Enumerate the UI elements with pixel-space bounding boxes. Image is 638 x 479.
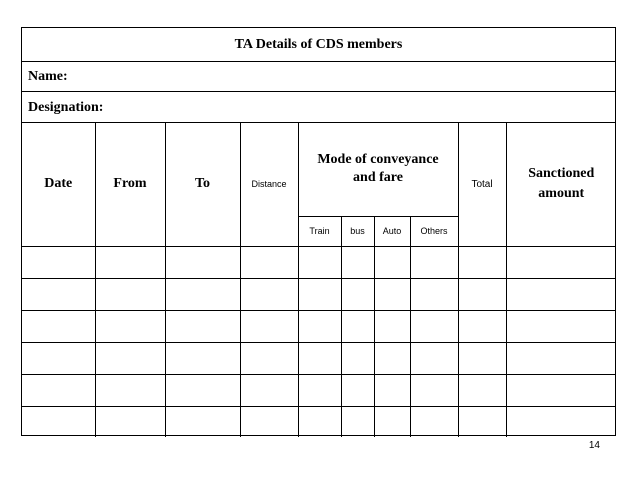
- cell-distance: [240, 406, 298, 437]
- cell-from: [95, 406, 165, 437]
- cell-train: [298, 342, 341, 374]
- cell-date: [22, 406, 95, 437]
- cell-bus: [341, 406, 374, 437]
- header-mode-of-conveyance: [298, 123, 458, 216]
- table-body: [22, 246, 616, 437]
- cell-distance: [240, 310, 298, 342]
- header-from: From: [95, 123, 165, 246]
- cell-auto: [374, 374, 410, 406]
- form-title: TA Details of CDS members: [22, 28, 615, 62]
- cell-auto: [374, 278, 410, 310]
- cell-bus: [341, 278, 374, 310]
- cell-others: [410, 342, 458, 374]
- cell-total: [458, 342, 506, 374]
- subheader-others: Others: [410, 216, 458, 246]
- cell-auto: [374, 246, 410, 278]
- cell-to: [165, 374, 240, 406]
- cell-date: [22, 310, 95, 342]
- cell-train: [298, 310, 341, 342]
- cell-to: [165, 342, 240, 374]
- cell-from: [95, 246, 165, 278]
- name-label: Name:: [22, 62, 615, 92]
- cell-others: [410, 374, 458, 406]
- cell-others: [410, 246, 458, 278]
- table-row: [22, 246, 616, 278]
- ta-details-table: [22, 123, 616, 437]
- cell-from: [95, 278, 165, 310]
- header-date: Date: [22, 123, 95, 246]
- header-distance: Distance: [240, 123, 298, 246]
- cell-total: [458, 310, 506, 342]
- cell-from: [95, 342, 165, 374]
- header-to: To: [165, 123, 240, 246]
- cell-date: [22, 278, 95, 310]
- cell-to: [165, 246, 240, 278]
- table-row: [22, 310, 616, 342]
- page-number: 14: [588, 440, 600, 451]
- cell-train: [298, 246, 341, 278]
- cell-auto: [374, 342, 410, 374]
- cell-train: [298, 278, 341, 310]
- header-total: Total: [458, 123, 506, 246]
- cell-distance: [240, 246, 298, 278]
- cell-sanctioned: [506, 278, 616, 310]
- table-row: [22, 278, 616, 310]
- cell-date: [22, 374, 95, 406]
- header-sanctioned-amount: [506, 123, 616, 246]
- cell-to: [165, 278, 240, 310]
- cell-bus: [341, 342, 374, 374]
- ta-form-sheet: [21, 27, 616, 436]
- cell-others: [410, 310, 458, 342]
- table-row: [22, 374, 616, 406]
- cell-total: [458, 374, 506, 406]
- cell-date: [22, 342, 95, 374]
- cell-sanctioned: [506, 374, 616, 406]
- cell-train: [298, 374, 341, 406]
- cell-date: [22, 246, 95, 278]
- cell-auto: [374, 406, 410, 437]
- cell-others: [410, 278, 458, 310]
- subheader-train: Train: [298, 216, 341, 246]
- subheader-auto: Auto: [374, 216, 410, 246]
- cell-total: [458, 278, 506, 310]
- cell-from: [95, 374, 165, 406]
- cell-distance: [240, 278, 298, 310]
- cell-bus: [341, 246, 374, 278]
- sanctioned-line-1: Sanctioned: [528, 166, 595, 182]
- cell-sanctioned: [506, 342, 616, 374]
- designation-label: Designation:: [22, 92, 615, 123]
- cell-total: [458, 246, 506, 278]
- cell-sanctioned: [506, 246, 616, 278]
- cell-sanctioned: [506, 406, 616, 437]
- cell-bus: [341, 310, 374, 342]
- cell-distance: [240, 374, 298, 406]
- cell-total: [458, 406, 506, 437]
- cell-to: [165, 310, 240, 342]
- cell-sanctioned: [506, 310, 616, 342]
- mode-line-2: and fare: [353, 170, 403, 186]
- mode-line-1: Mode of conveyance: [317, 152, 439, 168]
- subheader-bus: bus: [341, 216, 374, 246]
- cell-auto: [374, 310, 410, 342]
- table-row: [22, 406, 616, 437]
- sanctioned-line-2: amount: [538, 186, 585, 202]
- cell-others: [410, 406, 458, 437]
- cell-from: [95, 310, 165, 342]
- cell-train: [298, 406, 341, 437]
- cell-bus: [341, 374, 374, 406]
- cell-distance: [240, 342, 298, 374]
- cell-to: [165, 406, 240, 437]
- table-row: [22, 342, 616, 374]
